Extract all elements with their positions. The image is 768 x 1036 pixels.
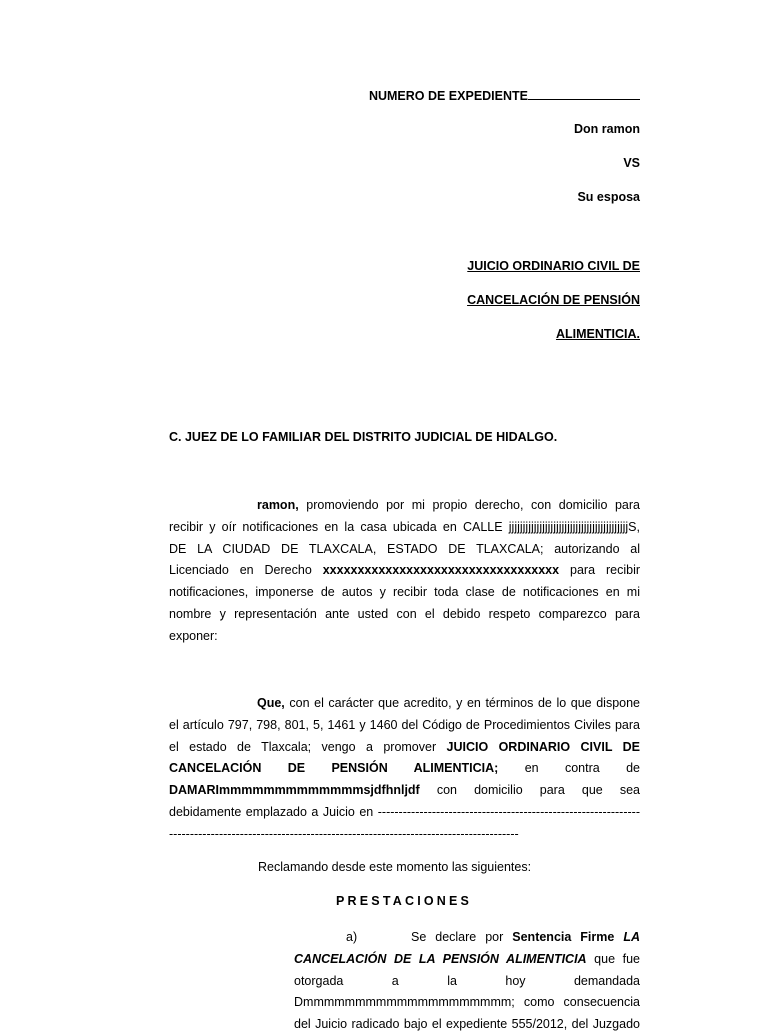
paragraph-line — [169, 693, 640, 715]
section-title-prestaciones: PRESTACIONES — [336, 894, 473, 908]
paragraph-line: recibir y oír notificaciones en la casa ubicada en CALLE jjjjjjjjjjjjjjjjjjjjjjjjjjjjjjjjjjjjjjjjjjjS, — [169, 519, 640, 534]
paragraph-line — [169, 560, 640, 582]
expediente-line — [369, 88, 640, 103]
text-segment: Licenciado en Derecho — [169, 563, 323, 578]
text-segment: con el carácter que acredito, y en términos de lo que dispone — [284, 696, 640, 710]
text-segment-bold: CANCELACIÓN DE PENSIÓN ALIMENTICIA; — [169, 761, 499, 776]
party-1: Don ramon — [574, 122, 640, 136]
text-segment: en contra de — [498, 761, 640, 776]
paragraph-line: debidamente emplazado a Juicio en --------------------------------------------------------------- — [169, 804, 640, 819]
demandada-name: DAMARImmmmmmmmmmmmmsjdfhnljdf — [169, 783, 420, 798]
item-line — [294, 927, 640, 949]
case-title-line-1: JUICIO ORDINARIO CIVIL DE — [467, 259, 640, 273]
text-segment-bold: JUICIO ORDINARIO CIVIL DE — [446, 739, 640, 754]
item-line: otorgada a la hoy demandada — [294, 973, 640, 988]
item-line: Dmmmmmmmmmmmmmmmmmmmm; como consecuencia — [294, 995, 640, 1010]
paragraph-line: nombre y representación ante usted con el debido respeto comparezco para — [169, 606, 640, 621]
expediente-label: NUMERO DE EXPEDIENTE — [368, 89, 528, 103]
party-2: Su esposa — [577, 190, 640, 204]
text-segment: para recibir — [559, 563, 640, 578]
prestacion-item-a — [294, 927, 640, 1036]
paragraph-line: notificaciones, imponerse de autos y recibir toda clase de notificaciones en mi — [169, 585, 640, 600]
paragraph-line: DE LA CIUDAD DE TLAXCALA, ESTADO DE TLAXCALA; autorizando al — [169, 541, 640, 556]
text-segment: que fue — [586, 951, 640, 966]
paragraph-line: el artículo 797, 798, 801, 5, 1461 y 1460 del Código de Procedimientos Civiles para — [169, 717, 640, 732]
case-title-line-2: CANCELACIÓN DE PENSIÓN — [467, 293, 640, 307]
paragraph-line — [169, 737, 640, 759]
text-segment-bold-italic: LA — [614, 930, 640, 944]
text-segment: con domicilio para que sea — [419, 783, 640, 798]
paragraph-line — [169, 495, 640, 517]
promovente-name: ramon, — [257, 498, 299, 512]
case-title-line-3: ALIMENTICIA. — [555, 327, 640, 341]
paragraph-line — [169, 780, 640, 802]
text-segment-bold: Que, — [257, 696, 285, 710]
paragraph-line — [169, 758, 640, 780]
addressee-heading: C. JUEZ DE LO FAMILIAR DEL DISTRITO JUDICIAL DE HIDALGO. — [169, 430, 558, 444]
text-segment-bold-italic: CANCELACIÓN DE LA PENSIÓN ALIMENTICIA — [294, 951, 587, 966]
text-segment: promoviendo por mi propio derecho, con domicilio para — [298, 498, 640, 512]
paragraph-line: ------------------------------------------------------------------------------------ — [169, 826, 519, 841]
licenciado-name: xxxxxxxxxxxxxxxxxxxxxxxxxxxxxxxxxx — [322, 563, 560, 578]
text-segment: el estado de Tlaxcala; vengo a promover — [169, 739, 447, 754]
expediente-blank — [528, 88, 640, 100]
claim-intro: Reclamando desde este momento las siguientes: — [258, 860, 532, 874]
text-segment-bold: Sentencia Firme — [512, 930, 615, 944]
paragraph-line: exponer: — [169, 628, 218, 643]
item-line: del Juicio radicado bajo el expediente 555/2012, del Juzgado — [294, 1017, 640, 1032]
paragraph-intro — [169, 495, 640, 648]
paragraph-que — [169, 693, 640, 846]
text-segment: a) Se declare por — [346, 930, 513, 944]
versus: VS — [623, 156, 640, 170]
item-line — [294, 949, 640, 971]
